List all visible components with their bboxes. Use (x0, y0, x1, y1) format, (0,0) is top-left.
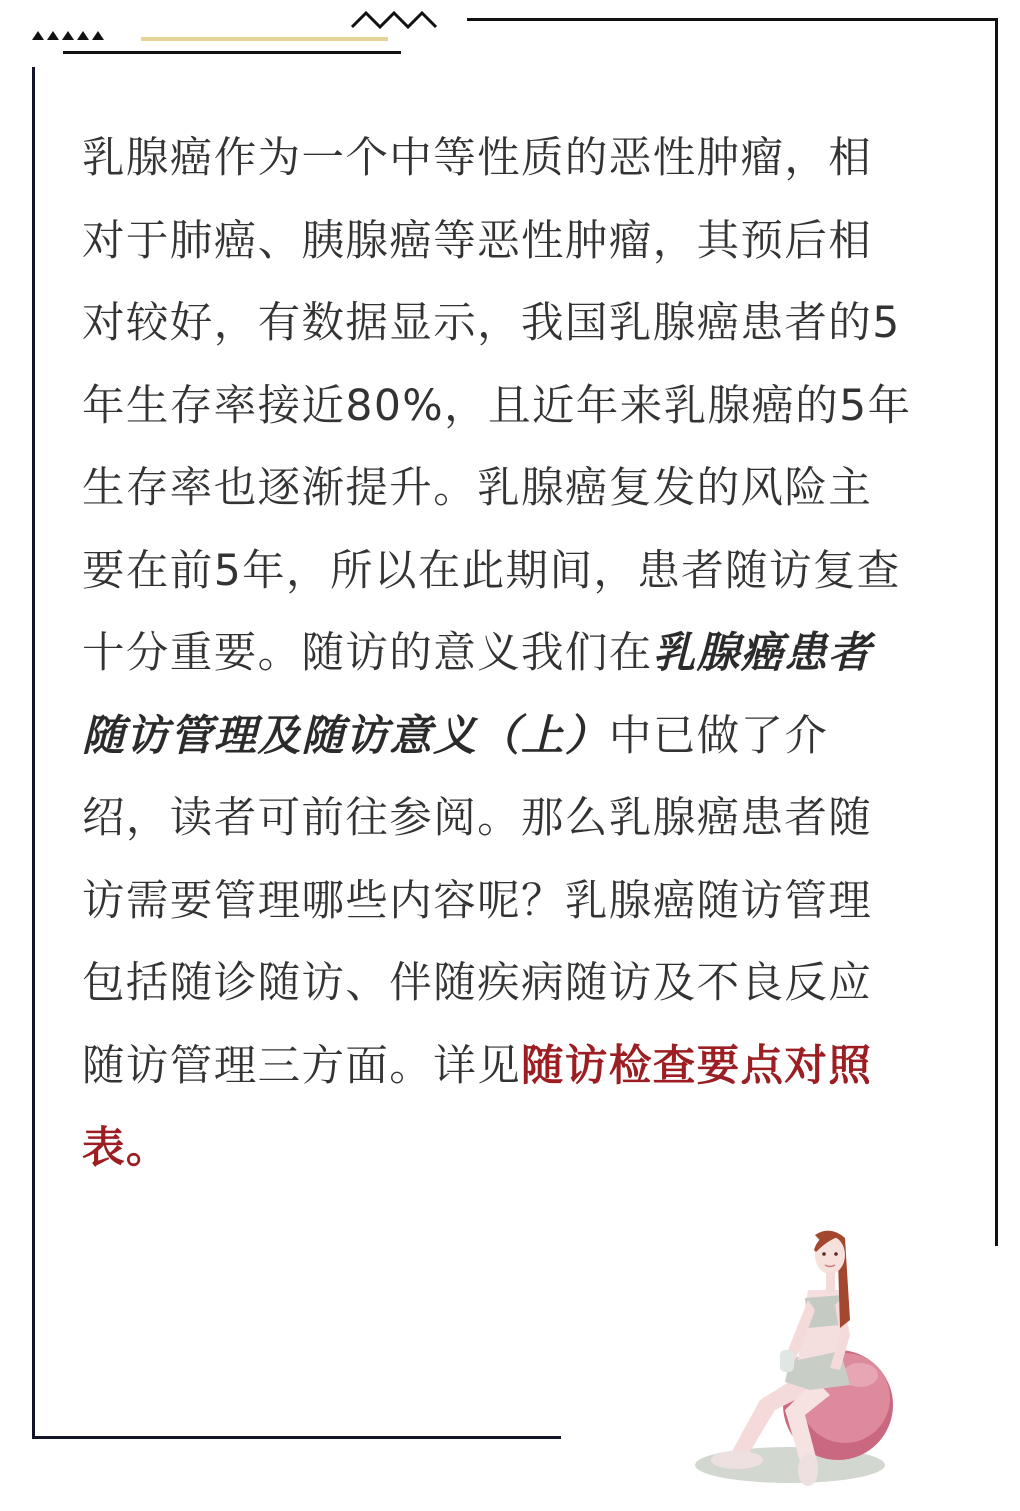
article-text: 生存率也逐渐提升。乳腺癌复发的风险主 (82, 464, 873, 513)
gold-divider (141, 37, 388, 41)
article-text: 年生存率接近80%，且近年来乳腺癌的5年 (82, 381, 912, 431)
article-line (82, 531, 952, 614)
article-text: 十分重要。随访的意义我们在 (82, 629, 653, 678)
article-body (82, 118, 952, 1191)
article-line (82, 613, 952, 696)
article-line (82, 861, 952, 944)
article-line (82, 1108, 952, 1191)
triangle-icon (92, 31, 104, 40)
article-text: 乳腺癌作为一个中等性质的恶性肿瘤，相 (82, 134, 873, 183)
article-text: 中已做了介 (608, 711, 829, 761)
triangle-icon (47, 31, 59, 40)
article-line (82, 118, 952, 201)
frame-bottom-line (32, 1436, 561, 1439)
article-line (82, 448, 952, 531)
article-line (82, 943, 952, 1026)
article-text: 绍，读者可前往参阅。那么乳腺癌患者随 (82, 794, 873, 843)
frame-top-line (467, 18, 998, 21)
triangle-icon (77, 31, 89, 40)
article-text: 对于肺癌、胰腺癌等恶性肿瘤，其预后相 (82, 216, 873, 266)
article-text: 包括随诊随访、伴随疾病随访及不良反应 (82, 959, 873, 1008)
article-line (82, 201, 952, 284)
article-reference-title: 随访管理及随访意义（上） (82, 711, 609, 761)
triangle-icon (32, 31, 44, 40)
article-reference-title: 乳腺癌患者 (652, 629, 873, 678)
frame-right-line (995, 18, 998, 1246)
highlighted-table-reference: 表。 (82, 1124, 170, 1173)
article-text: 要在前5年，所以在此期间，患者随访复查 (82, 546, 901, 596)
highlighted-table-reference: 随访检查要点对照 (521, 1041, 873, 1091)
frame-left-line (32, 67, 35, 1439)
woman-on-exercise-ball-illustration (690, 1210, 900, 1490)
article-line (82, 696, 952, 779)
black-divider (63, 51, 401, 54)
article-line (82, 1026, 952, 1109)
article-line (82, 778, 952, 861)
article-line (82, 366, 952, 449)
article-line (82, 283, 952, 366)
zigzag-icon (350, 9, 438, 31)
article-text: 访需要管理哪些内容呢？乳腺癌随访管理 (82, 876, 873, 926)
triangle-row-icon (32, 31, 104, 40)
article-text: 随访管理三方面。详见 (82, 1041, 522, 1091)
article-text: 对较好，有数据显示，我国乳腺癌患者的5 (82, 299, 901, 348)
triangle-icon (62, 31, 74, 40)
